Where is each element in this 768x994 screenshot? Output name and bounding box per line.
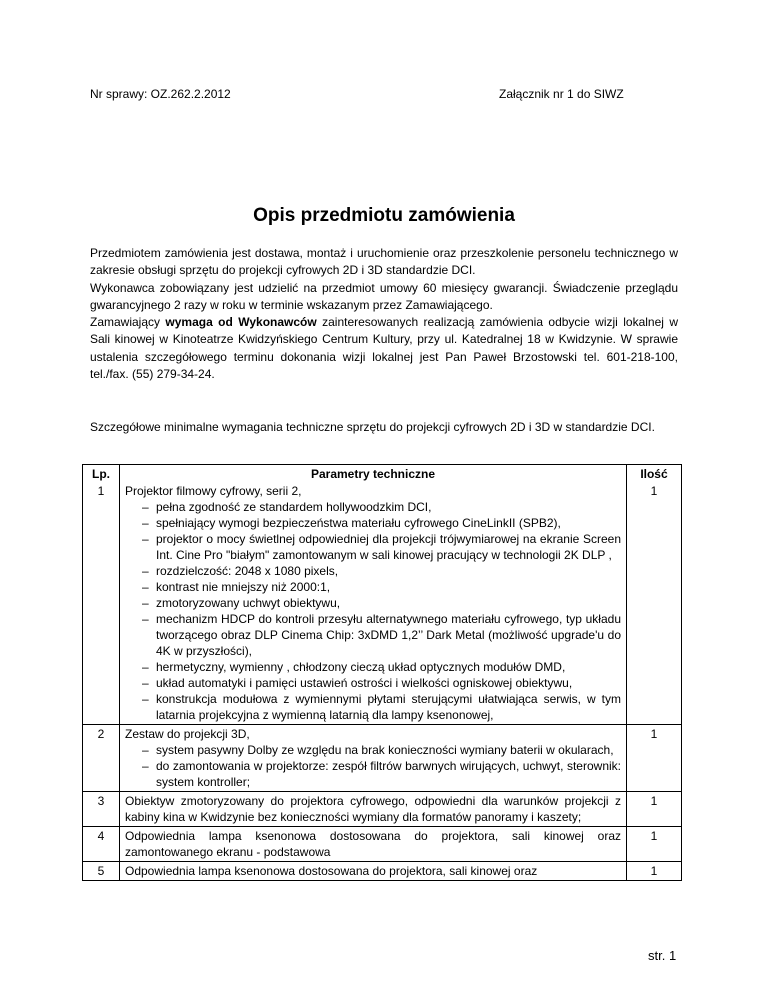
list-item: – system pasywny Dolby ze względu na brak konieczności wymiany baterii w okularach,: [125, 742, 621, 758]
intro-paragraph-3: [90, 314, 678, 383]
table-row: [83, 792, 682, 827]
row-description: Obiektyw zmotoryzowany do projektora cyfrowego, odpowiedni dla warunków projekcji z kabiny kina w Kwidzynie bez konieczności wymiany dla formatów panoramy i kaszety;: [120, 792, 627, 827]
table-header-row: [83, 465, 682, 483]
row-qty: 1: [627, 862, 682, 881]
row-qty: 1: [627, 482, 682, 725]
list-item: – pełna zgodność ze standardem hollywoodzkim DCI,: [125, 499, 621, 515]
page-title: Opis przedmiotu zamówienia: [253, 205, 515, 226]
list-item: – mechanizm HDCP do kontroli przesyłu alternatywnego materiału cyfrowego, typ układu tworzącego obraz DLP Cinema Chip: 3xDMD 1,2’’ Dark Metal (możliwość upgrade'u do 4K w przyszłości),: [125, 611, 621, 659]
row-title: Projektor filmowy cyfrowy, serii 2,: [125, 484, 302, 498]
list-item: – kontrast nie mniejszy niż 2000:1,: [125, 579, 621, 595]
spec-list: [125, 499, 621, 723]
list-item: – układ automatyki i pamięci ustawień ostrości i wielkości ogniskowej obiektywu,: [125, 675, 621, 691]
table-row: [83, 862, 682, 881]
row-qty: 1: [627, 725, 682, 792]
row-qty: 1: [627, 792, 682, 827]
header-params: Parametry techniczne: [120, 465, 627, 483]
intro-p3-rest: zainteresowanych realizacją zamówienia odbycie wizji lokalnej w Sali kinowej w Kinoteatrze Kwidzyńskiego Centrum Kultury, przy ul. Katedralnej 18 w Kwidzynie. W sprawie ustalenia szczegółowego terminu dokonania wizji lokalnej jest Pan Paweł Brzostowski tel. 601-218-100, tel./fax. (55) 279-34-24.: [90, 315, 678, 382]
row-description: [120, 482, 627, 725]
attachment-label: Załącznik nr 1 do SIWZ: [499, 87, 624, 101]
list-item: – rozdzielczość: 2048 x 1080 pixels,: [125, 563, 621, 579]
row-description: Odpowiednia lampa ksenonowa dostosowana do projektora, sali kinowej oraz: [120, 862, 627, 881]
list-item: – konstrukcja modułowa z wymiennymi płytami sterującymi ułatwiająca serwis, w tym latarnia projekcyjna z wymienną latarnią dla lampy ksenonowej,: [125, 691, 621, 723]
intro-text: [90, 245, 678, 383]
intro-p3-start: Zamawiający: [90, 315, 166, 330]
list-item: – spełniający wymogi bezpieczeństwa materiału cyfrowego CineLinkII (SPB2),: [125, 515, 621, 531]
table-row: [83, 482, 682, 725]
list-item: – projektor o mocy świetlnej odpowiedniej dla projekcji trójwymiarowej na ekranie Screen Int. Cine Pro "białym" zamontowanym w sali kinowej pracujący w technologii 2K DLP ,: [125, 531, 621, 563]
row-title: Zestaw do projekcji 3D,: [125, 727, 250, 741]
intro-paragraph-1: Przedmiotem zamówienia jest dostawa, montaż i uruchomienie oraz przeszkolenie personelu technicznego w zakresie obsługi sprzętu do projekcji cyfrowych 2D i 3D standardzie DCI.: [90, 246, 678, 278]
row-description: Odpowiednia lampa ksenonowa dostosowana do projektora, sali kinowej oraz zamontowanego ekranu - podstawowa: [120, 827, 627, 862]
list-item: – hermetyczny, wymienny , chłodzony cieczą układ optycznych modułów DMD,: [125, 659, 621, 675]
row-lp: 3: [83, 792, 120, 827]
spec-table: [82, 464, 682, 881]
list-item: – do zamontowania w projektorze: zespół filtrów barwnych wirujących, uchwyt, sterownik: system kontroller;: [125, 758, 621, 790]
table-row: [83, 827, 682, 862]
case-number: Nr sprawy: OZ.262.2.2012: [90, 87, 231, 101]
row-lp: 1: [83, 482, 120, 725]
row-lp: 2: [83, 725, 120, 792]
intro-p3-bold: wymaga od Wykonawców: [165, 315, 317, 330]
page-number: str. 1: [648, 948, 677, 963]
table-row: [83, 725, 682, 792]
row-lp: 4: [83, 827, 120, 862]
row-qty: 1: [627, 827, 682, 862]
requirements-intro: Szczegółowe minimalne wymagania techniczne sprzętu do projekcji cyfrowych 2D i 3D w standardzie DCI.: [90, 420, 655, 434]
row-lp: 5: [83, 862, 120, 881]
spec-list: [125, 742, 621, 790]
header-qty: Ilość: [627, 465, 682, 483]
list-item: – zmotoryzowany uchwyt obiektywu,: [125, 595, 621, 611]
row-description: [120, 725, 627, 792]
intro-paragraph-2: Wykonawca zobowiązany jest udzielić na przedmiot umowy 60 miesięcy gwarancji. Świadczenie przeglądu gwarancyjnego 2 razy w roku w terminie wskazanym przez Zamawiającego.: [90, 280, 678, 312]
header-lp: Lp.: [83, 465, 120, 483]
